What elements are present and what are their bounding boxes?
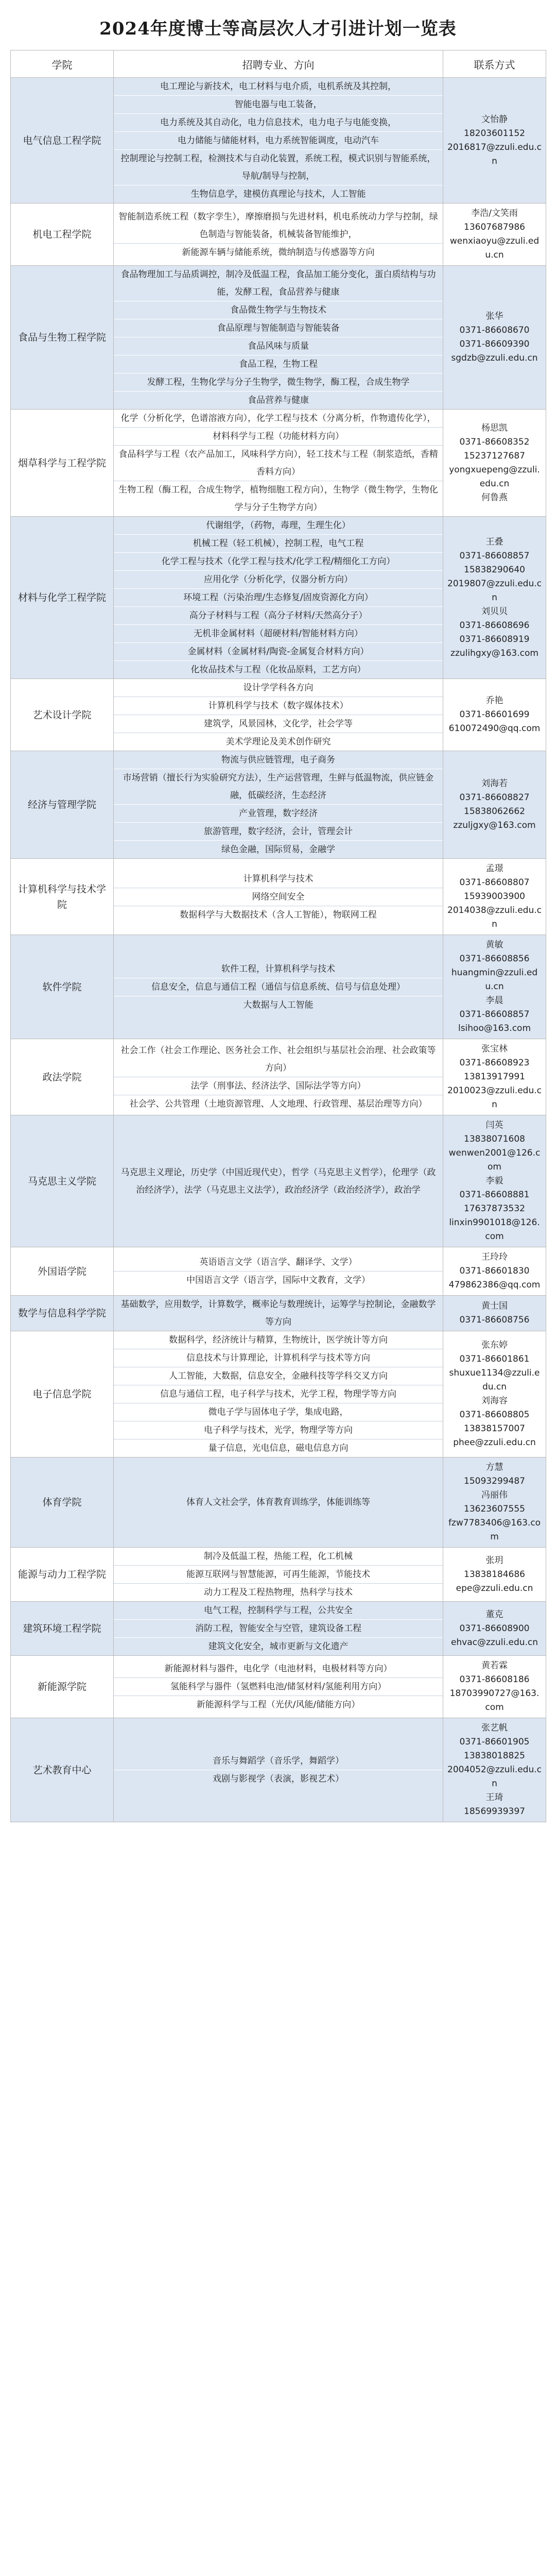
- contact-line: 15838062662: [464, 806, 525, 817]
- major-line: 智能制造系统工程（数字孪生），摩擦磨损与先进材料，机电系统动力学与控制，绿色制造与智能装备，机械装备智能维护，: [114, 208, 443, 244]
- major-line: 信息与通信工程，电子科学与技术，光学工程，物理学等方向: [114, 1385, 443, 1403]
- table-row: [11, 266, 546, 410]
- major-line: 绿色金融，国际贸易，金融学: [221, 844, 335, 855]
- major-line: 电力系统及其自动化，电力信息技术，电力电子与电能变换，: [114, 114, 443, 132]
- header-college: 学院: [11, 50, 114, 78]
- contact-line: 15838290640: [464, 564, 525, 575]
- major-cell: [114, 410, 443, 517]
- contact-line: 张华: [485, 311, 503, 321]
- contact-line: 黄敏: [485, 940, 503, 950]
- table-header-row: [11, 50, 546, 78]
- contact-line: 0371-86608923: [459, 1058, 530, 1068]
- contact-line: 杨思凯: [481, 422, 508, 433]
- contact-line: yongxuepeng@zzuli.edu.cn: [449, 464, 540, 489]
- major-line: 市场营销（擅长行为实验研究方法），生产运营管理，生鲜与低温物流，供应链金融，低碳经济，生态经济: [114, 769, 443, 805]
- contact-line: 18703990727@163.com: [449, 1688, 540, 1713]
- contact-line: 13607687986: [464, 222, 525, 232]
- contact-cell: [443, 1296, 546, 1331]
- contact-line: 2016817@zzuli.edu.cn: [447, 142, 542, 166]
- college-cell: 电子信息学院: [11, 1331, 114, 1458]
- contact-line: fzw7783406@163.com: [448, 1518, 541, 1542]
- college-cell: 马克思主义学院: [11, 1115, 114, 1247]
- college-cell: 外国语学院: [11, 1247, 114, 1296]
- table-row: [11, 859, 546, 935]
- major-line: 机械工程（轻工机械），控制工程，电气工程: [114, 535, 443, 553]
- major-line: 食品风味与质量: [114, 337, 443, 355]
- contact-cell: [443, 1039, 546, 1115]
- contact-line: 2010023@zzuli.edu.cn: [447, 1086, 542, 1110]
- contact-line: 刘海容: [481, 1396, 508, 1406]
- major-line: 应用化学（分析化学，仪器分析方向）: [114, 571, 443, 589]
- major-line: 基础数学，应用数学，计算数学，概率论与数理统计，运筹学与控制论，金融数学等方向: [120, 1299, 436, 1327]
- major-cell: [114, 1602, 443, 1656]
- contact-line: 0371-86601830: [459, 1266, 530, 1276]
- contact-line: 17637873532: [464, 1204, 525, 1214]
- major-cell: [114, 204, 443, 266]
- contact-line: 18569939397: [464, 1806, 525, 1817]
- contact-line: 0371-86608805: [459, 1410, 530, 1420]
- college-cell: 数学与信息科学学院: [11, 1296, 114, 1331]
- contact-line: 2019807@zzuli.edu.cn: [447, 578, 542, 603]
- major-line: 网络空间安全: [114, 888, 443, 906]
- contact-cell: [443, 751, 546, 859]
- contact-cell: [443, 1115, 546, 1247]
- college-cell: 能源与动力工程学院: [11, 1548, 114, 1602]
- major-line: 戏剧与影视学（表演，影视艺术）: [213, 1774, 344, 1784]
- college-cell: 食品与生物工程学院: [11, 266, 114, 410]
- contact-line: 13838071608: [464, 1134, 525, 1144]
- major-line: 新能源材料与器件，电化学（电池材料，电极材料等方向）: [114, 1660, 443, 1678]
- contact-line: 610072490@qq.com: [448, 723, 541, 734]
- major-line: 电子科学与技术，光学，物理学等方向: [114, 1421, 443, 1439]
- major-cell: [114, 78, 443, 204]
- contact-line: lsihoo@163.com: [458, 1023, 531, 1033]
- contact-cell: [443, 1331, 546, 1458]
- major-cell: [114, 1331, 443, 1458]
- contact-line: 李浩/文笑雨: [471, 208, 518, 218]
- contact-line: 0371-86608919: [459, 634, 530, 645]
- college-cell: 经济与管理学院: [11, 751, 114, 859]
- major-cell: [114, 1718, 443, 1822]
- major-cell: [114, 266, 443, 410]
- college-cell: 烟草科学与工程学院: [11, 410, 114, 517]
- major-line: 信息技术与计算理论，计算机科学与技术等方向: [114, 1349, 443, 1367]
- major-line: 控制理论与控制工程，检测技术与自动化装置，系统工程，模式识别与智能系统，导航/制导与控制，: [114, 150, 443, 185]
- contact-line: 0371-86608756: [459, 1315, 530, 1325]
- contact-line: 乔艳: [485, 696, 503, 706]
- contact-cell: [443, 410, 546, 517]
- contact-line: 2014038@zzuli.edu.cn: [447, 905, 542, 929]
- major-line: 智能电器与电工装备，: [114, 96, 443, 114]
- page-title: 2024年度博士等高层次人才引进计划一览表: [99, 19, 457, 39]
- contact-line: 13623607555: [464, 1504, 525, 1514]
- major-cell: [114, 1548, 443, 1602]
- college-cell: 材料与化学工程学院: [11, 517, 114, 679]
- table-row: [11, 1718, 546, 1822]
- contact-line: 0371-86608857: [459, 1009, 530, 1020]
- major-line: 高分子材料与工程（高分子材料/天然高分子）: [114, 607, 443, 625]
- table-row: [11, 935, 546, 1039]
- major-line: 软件工程，计算机科学与技术: [114, 960, 443, 978]
- contact-line: 0371-86601861: [459, 1354, 530, 1364]
- major-line: 氢能科学与器件（氢燃料电池/储氢材料/氢能利用方向）: [114, 1678, 443, 1696]
- major-line: 能源互联网与智慧能源，可再生能源，节能技术: [114, 1566, 443, 1584]
- table-row: [11, 1656, 546, 1718]
- college-cell: 计算机科学与技术学院: [11, 859, 114, 935]
- contact-line: 0371-86608900: [459, 1623, 530, 1634]
- major-line: 化学工程与技术（化学工程与技术/化学工程/精细化工方向）: [114, 553, 443, 571]
- major-line: 信息安全，信息与通信工程（通信与信息系统、信号与信息处理）: [114, 978, 443, 996]
- major-cell: [114, 679, 443, 751]
- table-row: [11, 1331, 546, 1458]
- header-contact: 联系方式: [443, 50, 546, 78]
- major-line: 食品工程，生物工程: [114, 355, 443, 374]
- major-line: 电力储能与储能材料，电力系统智能调度，电动汽车: [114, 132, 443, 150]
- major-line: 金属材料（金属材料/陶瓷-金属复合材料方向）: [114, 643, 443, 661]
- contact-line: zzuljgxy@163.com: [453, 820, 536, 831]
- contact-cell: [443, 204, 546, 266]
- contact-line: 王叠: [485, 536, 503, 547]
- contact-cell: [443, 1656, 546, 1718]
- table-row: [11, 1602, 546, 1656]
- major-line: 计算机科学与技术（数字媒体技术）: [114, 697, 443, 715]
- table-row: [11, 1458, 546, 1548]
- major-line: 量子信息，光电信息，磁电信息方向: [208, 1443, 349, 1453]
- major-line: 英语语言文学（语言学、翻译学、文学）: [114, 1253, 443, 1272]
- contact-line: 文怡静: [481, 114, 508, 125]
- college-cell: 体育学院: [11, 1458, 114, 1548]
- contact-line: 李晨: [485, 995, 503, 1006]
- table-body: [11, 78, 546, 1822]
- contact-line: 刘贝贝: [481, 606, 508, 617]
- major-line: 数据科学与大数据技术（含人工智能），物联网工程: [180, 909, 377, 920]
- contact-cell: [443, 935, 546, 1039]
- college-cell: 艺术教育中心: [11, 1718, 114, 1822]
- header-major: 招聘专业、方向: [114, 50, 443, 78]
- major-line: 材料科学与工程（功能材料方向）: [114, 428, 443, 446]
- contact-line: 13838157007: [464, 1423, 525, 1434]
- table-row: [11, 204, 546, 266]
- table-row: [11, 1548, 546, 1602]
- contact-line: 0371-86608881: [459, 1190, 530, 1200]
- major-line: 制冷及低温工程，热能工程，化工机械: [114, 1548, 443, 1566]
- contact-line: 刘海若: [481, 778, 508, 789]
- major-line: 食品营养与健康: [248, 395, 309, 405]
- major-line: 马克思主义理论，历史学（中国近现代史），哲学（马克思主义哲学），伦理学（政治经济学），法学（马克思主义法学），政治经济学（政治经济学），政治学: [120, 1167, 436, 1195]
- college-cell: 电气信息工程学院: [11, 78, 114, 204]
- major-cell: [114, 859, 443, 935]
- major-line: 食品微生物学与生物技术: [114, 301, 443, 319]
- contact-line: 0371-86608352: [459, 436, 530, 447]
- contact-cell: [443, 517, 546, 679]
- major-line: 新能源科学与工程（光伏/风能/储能方向）: [196, 1700, 360, 1710]
- table-row: [11, 1039, 546, 1115]
- table-row: [11, 410, 546, 517]
- major-line: 生物信息学，建模仿真理论与技术，人工智能: [190, 189, 366, 199]
- major-cell: [114, 751, 443, 859]
- contact-line: 孟璟: [485, 863, 503, 874]
- table-row: [11, 1247, 546, 1296]
- major-line: 无机非金属材料（超硬材料/智能材料方向）: [114, 625, 443, 643]
- college-cell: 软件学院: [11, 935, 114, 1039]
- contact-line: 张宝林: [481, 1044, 508, 1054]
- major-line: 环境工程（污染治理/生态修复/固废资源化方向）: [114, 589, 443, 607]
- major-line: 化妆品技术与工程（化妆品原料，工艺方向）: [190, 665, 366, 675]
- major-line: 数据科学，经济统计与精算，生物统计，医学统计等方向: [114, 1331, 443, 1349]
- contact-line: 董克: [485, 1609, 503, 1620]
- contact-line: shuxue1134@zzuli.edu.cn: [449, 1368, 540, 1392]
- major-line: 美术学理论及美术创作研究: [225, 737, 331, 747]
- major-cell: [114, 935, 443, 1039]
- contact-cell: [443, 1247, 546, 1296]
- major-line: 消防工程，智能安全与空管，建筑设备工程: [114, 1620, 443, 1638]
- major-line: 新能源车辆与储能系统，微纳制造与传感器等方向: [182, 247, 375, 258]
- contact-line: 15093299487: [464, 1476, 525, 1486]
- contact-line: 15939003900: [464, 891, 525, 902]
- major-cell: [114, 1247, 443, 1296]
- contact-cell: [443, 78, 546, 204]
- contact-line: ehvac@zzuli.edu.cn: [450, 1637, 538, 1648]
- major-cell: [114, 517, 443, 679]
- contact-line: huangmin@zzuli.edu.cn: [451, 968, 538, 992]
- contact-line: phee@zzuli.edu.cn: [453, 1437, 536, 1448]
- contact-line: 0371-86608670: [459, 325, 530, 335]
- college-cell: 建筑环境工程学院: [11, 1602, 114, 1656]
- major-line: 社会工作（社会工作理论、医务社会工作、社会组织与基层社会治理、社会政策等方向）: [114, 1042, 443, 1077]
- contact-line: 0371-86601699: [459, 709, 530, 720]
- major-line: 建筑学，风景园林，文化学，社会学等: [114, 715, 443, 733]
- contact-line: 479862386@qq.com: [448, 1280, 541, 1290]
- contact-line: 0371-86608807: [459, 877, 530, 888]
- contact-line: 黄士国: [481, 1301, 508, 1311]
- contact-line: 王玲玲: [481, 1252, 508, 1262]
- major-cell: [114, 1296, 443, 1331]
- contact-line: 张玥: [485, 1555, 503, 1566]
- contact-line: 0371-86608857: [459, 550, 530, 561]
- contact-line: 15237127687: [464, 450, 525, 461]
- major-line: 产业管理，数字经济: [114, 805, 443, 823]
- major-cell: [114, 1458, 443, 1548]
- college-cell: 新能源学院: [11, 1656, 114, 1718]
- contact-line: wenwen2001@126.com: [448, 1148, 541, 1172]
- contact-line: 何鲁燕: [481, 492, 508, 503]
- major-line: 食品科学与工程（农产品加工，风味科学方向），轻工技术与工程（制浆造纸，香精香料方向）: [114, 446, 443, 481]
- contact-line: 0371-86601905: [459, 1737, 530, 1747]
- major-line: 化学（分析化学，色谱溶液方向），化学工程与技术（分离分析，作物遗传化学），: [114, 410, 443, 428]
- college-cell: 艺术设计学院: [11, 679, 114, 751]
- table-row: [11, 1296, 546, 1331]
- contact-line: epe@zzuli.edu.cn: [456, 1583, 533, 1594]
- contact-line: 13838184686: [464, 1569, 525, 1580]
- contact-line: 0371-86608186: [459, 1674, 530, 1685]
- contact-line: 13838018825: [464, 1751, 525, 1761]
- contact-line: linxin9901018@126.com: [449, 1217, 540, 1242]
- major-line: 生物工程（酶工程，合成生物学，植物细胞工程方向），生物学（微生物学，生物化学与分子生物学方向）: [118, 485, 438, 513]
- major-line: 代谢组学，（药物，毒理，生理生化）: [114, 517, 443, 535]
- major-line: 食品原理与智能制造与智能装备: [114, 319, 443, 337]
- contact-line: 李毅: [485, 1176, 503, 1186]
- contact-line: 黄若霖: [481, 1660, 508, 1671]
- major-line: 设计学学科各方向: [114, 679, 443, 697]
- table-row: [11, 1115, 546, 1247]
- contact-line: 13813917991: [464, 1072, 525, 1082]
- contact-cell: [443, 1602, 546, 1656]
- major-line: 物流与供应链管理，电子商务: [114, 751, 443, 769]
- major-line: 电工理论与新技术，电工材料与电介质，电机系统及其控制，: [114, 78, 443, 96]
- contact-line: wenxiaoyu@zzuli.edu.cn: [449, 236, 540, 260]
- contact-line: sgdzb@zzuli.edu.cn: [451, 353, 538, 363]
- contact-line: 王琦: [485, 1792, 503, 1803]
- contact-line: 18203601152: [464, 128, 525, 139]
- major-line: 动力工程及工程热物理，热科学与技术: [204, 1587, 353, 1598]
- contact-line: 张东婷: [481, 1340, 508, 1350]
- major-line: 计算机科学与技术: [114, 870, 443, 888]
- college-cell: 政法学院: [11, 1039, 114, 1115]
- contact-line: zzulihgxy@163.com: [450, 648, 538, 658]
- table-row: [11, 517, 546, 679]
- contact-cell: [443, 859, 546, 935]
- major-line: 音乐与舞蹈学（音乐学，舞蹈学）: [114, 1752, 443, 1770]
- major-cell: [114, 1039, 443, 1115]
- contact-line: 闫英: [485, 1120, 503, 1130]
- major-line: 体育人文社会学，体育教育训练学，体能训练等: [186, 1497, 370, 1507]
- major-line: 电气工程，控制科学与工程，公共安全: [114, 1602, 443, 1620]
- major-line: 旅游管理，数字经济，会计，管理会计: [114, 823, 443, 841]
- contact-line: 冯丽伟: [481, 1490, 508, 1500]
- contact-cell: [443, 679, 546, 751]
- major-cell: [114, 1115, 443, 1247]
- major-line: 建筑文化安全，城市更新与文化遗产: [208, 1641, 349, 1652]
- contact-cell: [443, 1548, 546, 1602]
- contact-line: 张艺帆: [481, 1723, 508, 1733]
- contact-cell: [443, 1458, 546, 1548]
- major-line: 社会学、公共管理（土地资源管理、人文地理、行政管理、基层治理等方向）: [129, 1098, 427, 1109]
- contact-line: 0371-86609390: [459, 339, 530, 349]
- contact-cell: [443, 1718, 546, 1822]
- contact-line: 0371-86608856: [459, 954, 530, 964]
- contact-cell: [443, 266, 546, 410]
- recruitment-table: [10, 50, 546, 1822]
- contact-line: 方慧: [485, 1462, 503, 1472]
- major-line: 微电子学与固体电子学，集成电路，: [114, 1403, 443, 1421]
- table-row: [11, 679, 546, 751]
- table-row: [11, 751, 546, 859]
- major-line: 法学（刑事法、经济法学、国际法学等方向）: [114, 1077, 443, 1095]
- contact-line: 0371-86608827: [459, 792, 530, 803]
- contact-line: 0371-86608696: [459, 620, 530, 631]
- major-line: 人工智能，大数据，信息安全，金融科技等学科交叉方向: [114, 1367, 443, 1385]
- table-row: [11, 78, 546, 204]
- major-line: 食品物理加工与品质调控，制冷及低温工程，食品加工能分变化，蛋白质结构与功能，发酵工程，食品营养与健康: [114, 266, 443, 301]
- college-cell: 机电工程学院: [11, 204, 114, 266]
- contact-line: 2004052@zzuli.edu.cn: [447, 1765, 542, 1789]
- major-cell: [114, 1656, 443, 1718]
- major-line: 中国语言文学（语言学，国际中文教育，文学）: [186, 1275, 370, 1285]
- major-line: 发酵工程，生物化学与分子生物学，微生物学，酶工程，合成生物学: [114, 374, 443, 392]
- major-line: 大数据与人工智能: [243, 999, 314, 1010]
